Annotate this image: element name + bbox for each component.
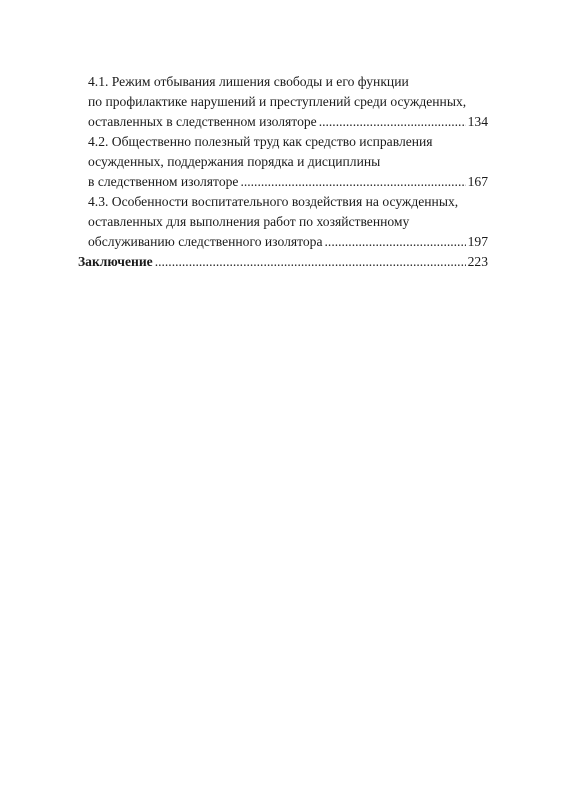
toc-leader-dots — [155, 252, 466, 272]
toc-entry-conclusion[interactable] — [78, 252, 488, 272]
toc-page-number: 167 — [467, 174, 488, 189]
toc-leader-dots — [240, 172, 465, 192]
toc-entry-line: 4.3. Особенности воспитательного воздействия на осужденных, — [88, 194, 459, 209]
toc-entry-line: 4.1. Режим отбывания лишения свободы и его функции — [88, 74, 409, 89]
toc-page-number: 197 — [467, 234, 488, 249]
toc-entry-line: оставленных для выполнения работ по хозяйственному — [88, 214, 410, 229]
toc-entry-4-3[interactable] — [88, 192, 488, 252]
toc-entry-last-line — [88, 172, 488, 192]
toc-entry-text: обслуживанию следственного изолятора — [88, 234, 323, 249]
toc-entry-text: Заключение — [78, 254, 153, 269]
toc-entry-text: в следственном изоляторе — [88, 174, 239, 189]
toc-entry-line: 4.2. Общественно полезный труд как средство исправления — [88, 134, 433, 149]
toc-leader-dots — [325, 232, 466, 252]
toc-entry-line: по профилактике нарушений и преступлений среди осужденных, — [88, 94, 467, 109]
toc-entry-line: осужденных, поддержания порядка и дисциплины — [88, 154, 381, 169]
toc-page-number: 134 — [467, 114, 488, 129]
toc-entry-last-line — [88, 112, 488, 132]
toc-entry-last-line — [88, 232, 488, 252]
table-of-contents — [78, 72, 488, 272]
toc-entry-last-line — [78, 252, 488, 272]
toc-entry-4-1[interactable] — [88, 72, 488, 132]
toc-entry-4-2[interactable] — [88, 132, 488, 192]
toc-entry-text: оставленных в следственном изоляторе — [88, 114, 317, 129]
toc-page-number: 223 — [467, 254, 488, 269]
toc-leader-dots — [319, 112, 466, 132]
